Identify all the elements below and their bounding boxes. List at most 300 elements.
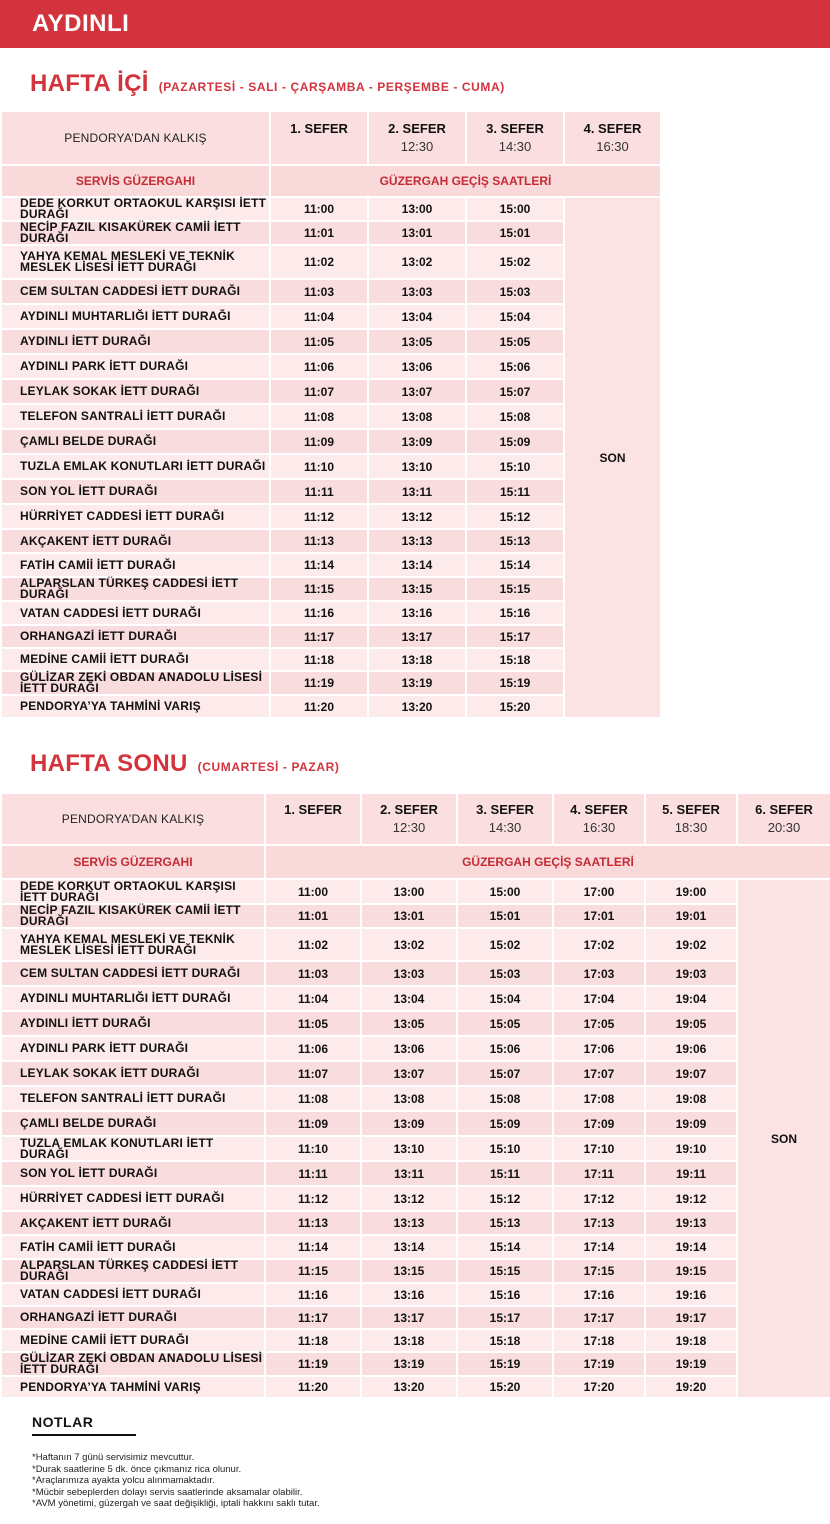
time-cell: 11:05: [271, 330, 367, 353]
time-cell: 11:15: [266, 1260, 360, 1282]
time-cell: 15:02: [467, 246, 563, 278]
time-cell: 19:00: [646, 880, 736, 903]
time-cell: 19:19: [646, 1353, 736, 1375]
time-cell: 13:04: [369, 305, 465, 328]
trip-header-3: [458, 794, 552, 844]
times-label: GÜZERGAH GEÇİŞ SAATLERİ: [266, 846, 830, 878]
weekend-section-title: [30, 750, 340, 778]
time-cell: 15:08: [467, 405, 563, 428]
stop-name: YAHYA KEMAL MESLEKİ VE TEKNİK MESLEK LİSESİ İETT DURAĞI: [2, 246, 269, 278]
time-cell: 15:13: [467, 530, 563, 552]
time-cell: 11:14: [266, 1236, 360, 1258]
time-cell: 13:02: [362, 929, 456, 960]
trip-time: [271, 138, 367, 156]
weekend-schedule-table: [0, 792, 830, 1399]
time-cell: 11:13: [266, 1212, 360, 1234]
time-cell: 13:03: [362, 962, 456, 985]
time-cell: 15:01: [467, 222, 563, 244]
time-cell: 11:20: [271, 696, 367, 717]
stop-name: HÜRRİYET CADDESİ İETT DURAĞI: [2, 505, 269, 528]
time-cell: 19:06: [646, 1037, 736, 1060]
stop-name: AYDINLI PARK İETT DURAĞI: [2, 1037, 264, 1060]
notes-divider: [32, 1434, 136, 1436]
trip-header-5: [646, 794, 736, 844]
table-row: [2, 246, 660, 278]
table-row: [2, 530, 660, 552]
table-row: [2, 1260, 830, 1282]
time-cell: 19:18: [646, 1330, 736, 1351]
time-cell: 17:04: [554, 987, 644, 1010]
time-cell: 19:11: [646, 1162, 736, 1185]
stop-name: DEDE KORKUT ORTAOKUL KARŞISI İETT DURAĞI: [2, 198, 269, 220]
table-row: [2, 672, 660, 694]
stop-name: LEYLAK SOKAK İETT DURAĞI: [2, 1062, 264, 1085]
time-cell: 13:12: [369, 505, 465, 528]
time-cell: 17:08: [554, 1087, 644, 1110]
stop-name: ÇAMLI BELDE DURAĞI: [2, 1112, 264, 1135]
table-row: [2, 1112, 830, 1135]
time-cell: 13:14: [369, 554, 465, 576]
trip-header-row: [2, 794, 830, 844]
stop-name: CEM SULTAN CADDESİ İETT DURAĞI: [2, 962, 264, 985]
time-cell: 11:10: [271, 455, 367, 478]
time-cell: 17:12: [554, 1187, 644, 1210]
time-cell: 13:06: [369, 355, 465, 378]
trip-label: 4. SEFER: [570, 802, 628, 817]
stop-name: NECİP FAZIL KISAKÜREK CAMİİ İETT DURAĞI: [2, 222, 269, 244]
time-cell: 11:08: [271, 405, 367, 428]
time-cell: 13:08: [369, 405, 465, 428]
time-cell: 19:03: [646, 962, 736, 985]
stop-name: ALPARSLAN TÜRKEŞ CADDESİ İETT DURAĞI: [2, 1260, 264, 1282]
trip-time: 16:30: [596, 139, 629, 154]
time-cell: 11:08: [266, 1087, 360, 1110]
trip-label: 5. SEFER: [662, 802, 720, 817]
time-cell: 11:09: [271, 430, 367, 453]
stop-name: ORHANGAZİ İETT DURAĞI: [2, 626, 269, 647]
table-row: [2, 1037, 830, 1060]
time-cell: 17:05: [554, 1012, 644, 1035]
time-cell: 17:10: [554, 1137, 644, 1160]
time-cell: 11:18: [271, 649, 367, 670]
time-cell: 13:17: [362, 1307, 456, 1328]
time-cell: 11:01: [266, 905, 360, 927]
note-item: *Araçlarımıza ayakta yolcu alınmamaktadır.: [32, 1475, 215, 1486]
departure-label: PENDORYA’DAN KALKIŞ: [2, 112, 269, 164]
time-cell: 15:02: [458, 929, 552, 960]
time-cell: 19:16: [646, 1284, 736, 1305]
page-header: [0, 0, 830, 48]
time-cell: 13:15: [369, 578, 465, 600]
table-row: [2, 1236, 830, 1258]
time-cell: 13:18: [369, 649, 465, 670]
time-cell: 11:11: [266, 1162, 360, 1185]
time-cell: 15:00: [458, 880, 552, 903]
time-cell: 15:20: [458, 1377, 552, 1397]
stop-name: SON YOL İETT DURAĞI: [2, 480, 269, 503]
table-row: [2, 305, 660, 328]
time-cell: 13:08: [362, 1087, 456, 1110]
time-cell: 11:07: [271, 380, 367, 403]
time-cell: 15:20: [467, 696, 563, 717]
departure-label: PENDORYA’DAN KALKIŞ: [2, 794, 264, 844]
trip-label: 3. SEFER: [476, 802, 534, 817]
time-cell: 11:19: [266, 1353, 360, 1375]
time-cell: 11:00: [266, 880, 360, 903]
time-cell: 17:18: [554, 1330, 644, 1351]
time-cell: 19:07: [646, 1062, 736, 1085]
table-row: [2, 1330, 830, 1351]
table-row: [2, 222, 660, 244]
table-row: [2, 929, 830, 960]
stop-name: AYDINLI MUHTARLIĞI İETT DURAĞI: [2, 305, 269, 328]
table-row: [2, 1377, 830, 1397]
time-cell: 11:07: [266, 1062, 360, 1085]
weekday-schedule-table: [0, 110, 662, 719]
time-cell: 19:17: [646, 1307, 736, 1328]
table-row: [2, 1087, 830, 1110]
trip-header-2: [362, 794, 456, 844]
trip-time: 12:30: [400, 139, 434, 154]
time-cell: 13:13: [362, 1212, 456, 1234]
time-cell: 15:18: [458, 1330, 552, 1351]
table-row: [2, 1137, 830, 1160]
time-cell: 11:01: [271, 222, 367, 244]
time-cell: 13:20: [369, 696, 465, 717]
table-row: [2, 649, 660, 670]
trip-time: 20:30: [767, 820, 801, 835]
time-cell: 15:19: [458, 1353, 552, 1375]
trip-label: 4. SEFER: [583, 121, 642, 136]
table-row: [2, 1212, 830, 1234]
last-trip-son-cell: SON: [738, 880, 830, 1397]
time-cell: 19:08: [646, 1087, 736, 1110]
time-cell: 15:04: [458, 987, 552, 1010]
sub-header-row: [2, 166, 660, 196]
time-cell: 15:05: [467, 330, 563, 353]
notes-section: [32, 1414, 320, 1510]
trip-header-row: [2, 112, 660, 164]
page-title: AYDINLI: [32, 10, 130, 37]
time-cell: 19:04: [646, 987, 736, 1010]
time-cell: 13:12: [362, 1187, 456, 1210]
table-row: [2, 1307, 830, 1328]
note-item: *AVM yönetimi, güzergah ve saat değişikliği, iptali hakkını saklı tutar.: [32, 1498, 320, 1509]
stop-name: AKÇAKENT İETT DURAĞI: [2, 530, 269, 552]
time-cell: 13:16: [362, 1284, 456, 1305]
table-row: [2, 355, 660, 378]
table-row: [2, 880, 830, 903]
time-cell: 11:02: [271, 246, 367, 278]
time-cell: 13:18: [362, 1330, 456, 1351]
stop-name: DEDE KORKUT ORTAOKUL KARŞISI İETT DURAĞI: [2, 880, 264, 903]
time-cell: 13:15: [362, 1260, 456, 1282]
time-cell: 13:03: [369, 280, 465, 303]
table-row: [2, 578, 660, 600]
stop-name: AYDINLI İETT DURAĞI: [2, 330, 269, 353]
time-cell: 17:06: [554, 1037, 644, 1060]
time-cell: 17:13: [554, 1212, 644, 1234]
time-cell: 11:19: [271, 672, 367, 694]
trip-time: 14:30: [498, 139, 532, 154]
table-row: [2, 602, 660, 624]
trip-header-6: [738, 794, 830, 844]
table-row: [2, 696, 660, 717]
time-cell: 13:04: [362, 987, 456, 1010]
time-cell: 15:06: [467, 355, 563, 378]
time-cell: 15:11: [458, 1162, 552, 1185]
time-cell: 15:01: [458, 905, 552, 927]
stop-name: TUZLA EMLAK KONUTLARI İETT DURAĞI: [2, 455, 269, 478]
time-cell: 19:05: [646, 1012, 736, 1035]
time-cell: 13:02: [369, 246, 465, 278]
stop-name: MEDİNE CAMİİ İETT DURAĞI: [2, 649, 269, 670]
time-cell: 15:09: [467, 430, 563, 453]
time-cell: 17:02: [554, 929, 644, 960]
time-cell: 11:00: [271, 198, 367, 220]
trip-header-4: [565, 112, 660, 164]
time-cell: 15:03: [467, 280, 563, 303]
time-cell: 13:10: [369, 455, 465, 478]
time-cell: 11:15: [271, 578, 367, 600]
table-row: [2, 962, 830, 985]
time-cell: 13:05: [369, 330, 465, 353]
table-row: [2, 905, 830, 927]
stop-name: LEYLAK SOKAK İETT DURAĞI: [2, 380, 269, 403]
time-cell: 15:00: [467, 198, 563, 220]
stop-name: AYDINLI PARK İETT DURAĞI: [2, 355, 269, 378]
note-item: *Mücbir sebeplerden dolayı servis saatlerinde aksamalar olabilir.: [32, 1486, 303, 1498]
time-cell: 11:05: [266, 1012, 360, 1035]
time-cell: 15:12: [467, 505, 563, 528]
table-row: [2, 280, 660, 303]
notes-title: NOTLAR: [32, 1414, 94, 1430]
time-cell: 19:14: [646, 1236, 736, 1258]
weekday-days: (PAZARTESİ - SALI - ÇARŞAMBA - PERŞEMBE - CUMA): [158, 80, 505, 94]
time-cell: 15:17: [458, 1307, 552, 1328]
time-cell: 13:11: [369, 480, 465, 503]
time-cell: 13:11: [362, 1162, 456, 1185]
time-cell: 11:09: [266, 1112, 360, 1135]
time-cell: 13:16: [369, 602, 465, 624]
time-cell: 13:17: [369, 626, 465, 647]
weekday-section-title: [30, 70, 505, 98]
weekday-title: HAFTA İÇİ: [30, 70, 149, 97]
stop-name: SON YOL İETT DURAĞI: [2, 1162, 264, 1185]
time-cell: 15:17: [467, 626, 563, 647]
table-row: [2, 1187, 830, 1210]
time-cell: 13:14: [362, 1236, 456, 1258]
trip-label: 1. SEFER: [284, 802, 342, 817]
stop-name: AKÇAKENT İETT DURAĞI: [2, 1212, 264, 1234]
time-cell: 19:02: [646, 929, 736, 960]
time-cell: 17:15: [554, 1260, 644, 1282]
time-cell: 11:06: [271, 355, 367, 378]
time-cell: 15:06: [458, 1037, 552, 1060]
time-cell: 11:17: [266, 1307, 360, 1328]
stop-name: CEM SULTAN CADDESİ İETT DURAĞI: [2, 280, 269, 303]
weekend-days: (CUMARTESİ - PAZAR): [197, 760, 340, 774]
time-cell: 17:17: [554, 1307, 644, 1328]
stop-name: ORHANGAZİ İETT DURAĞI: [2, 1307, 264, 1328]
trip-header-2: [369, 112, 465, 164]
time-cell: 13:07: [362, 1062, 456, 1085]
table-row: [2, 430, 660, 453]
time-cell: 17:11: [554, 1162, 644, 1185]
trip-header-4: [554, 794, 644, 844]
time-cell: 17:01: [554, 905, 644, 927]
time-cell: 13:19: [362, 1353, 456, 1375]
time-cell: 13:07: [369, 380, 465, 403]
time-cell: 11:20: [266, 1377, 360, 1397]
trip-label: 6. SEFER: [755, 802, 813, 817]
time-cell: 13:20: [362, 1377, 456, 1397]
stop-name: TELEFON SANTRALİ İETT DURAĞI: [2, 1087, 264, 1110]
time-cell: 13:10: [362, 1137, 456, 1160]
stop-name: HÜRRİYET CADDESİ İETT DURAĞI: [2, 1187, 264, 1210]
table-row: [2, 380, 660, 403]
trip-header-1: [266, 794, 360, 844]
time-cell: 15:04: [467, 305, 563, 328]
notes-list: [32, 1452, 320, 1510]
weekend-title: HAFTA SONU: [30, 750, 188, 777]
stop-name: ALPARSLAN TÜRKEŞ CADDESİ İETT DURAĞI: [2, 578, 269, 600]
time-cell: 15:09: [458, 1112, 552, 1135]
time-cell: 15:07: [467, 380, 563, 403]
time-cell: 19:12: [646, 1187, 736, 1210]
time-cell: 11:13: [271, 530, 367, 552]
time-cell: 15:10: [467, 455, 563, 478]
time-cell: 11:04: [266, 987, 360, 1010]
trip-label: 3. SEFER: [486, 121, 544, 136]
time-cell: 15:07: [458, 1062, 552, 1085]
note-item: *Durak saatlerine 5 dk. önce çıkmanız rica olunur.: [32, 1463, 242, 1475]
table-row: [2, 480, 660, 503]
time-cell: 11:16: [266, 1284, 360, 1305]
table-row: [2, 505, 660, 528]
time-cell: 17:16: [554, 1284, 644, 1305]
time-cell: 11:04: [271, 305, 367, 328]
table-row: [2, 1062, 830, 1085]
time-cell: 13:06: [362, 1037, 456, 1060]
table-row: [2, 1012, 830, 1035]
time-cell: 11:14: [271, 554, 367, 576]
stop-name: AYDINLI İETT DURAĞI: [2, 1012, 264, 1035]
stop-name: NECİP FAZIL KISAKÜREK CAMİİ İETT DURAĞI: [2, 905, 264, 927]
time-cell: 19:09: [646, 1112, 736, 1135]
time-cell: 15:11: [467, 480, 563, 503]
time-cell: 11:03: [271, 280, 367, 303]
last-trip-son-cell: SON: [565, 198, 660, 717]
time-cell: 11:12: [271, 505, 367, 528]
time-cell: 17:00: [554, 880, 644, 903]
time-cell: 15:12: [458, 1187, 552, 1210]
time-cell: 15:18: [467, 649, 563, 670]
stop-name: ÇAMLI BELDE DURAĞI: [2, 430, 269, 453]
time-cell: 15:10: [458, 1137, 552, 1160]
stop-name: VATAN CADDESİ İETT DURAĞI: [2, 1284, 264, 1305]
time-cell: 15:08: [458, 1087, 552, 1110]
time-cell: 19:13: [646, 1212, 736, 1234]
table-row: [2, 987, 830, 1010]
table-row: [2, 455, 660, 478]
stop-name: PENDORYA’YA TAHMİNİ VARIŞ: [2, 1377, 264, 1397]
times-label: GÜZERGAH GEÇİŞ SAATLERİ: [271, 166, 660, 196]
time-cell: 15:19: [467, 672, 563, 694]
time-cell: 11:10: [266, 1137, 360, 1160]
table-row: [2, 626, 660, 647]
trip-time: 16:30: [582, 820, 616, 835]
time-cell: 19:15: [646, 1260, 736, 1282]
stop-name: GÜLİZAR ZEKİ OBDAN ANADOLU LİSESİ İETT DURAĞI: [2, 672, 269, 694]
stop-name: MEDİNE CAMİİ İETT DURAĞI: [2, 1330, 264, 1351]
time-cell: 13:00: [362, 880, 456, 903]
trip-time: 14:30: [488, 820, 522, 835]
time-cell: 19:01: [646, 905, 736, 927]
time-cell: 11:16: [271, 602, 367, 624]
time-cell: 17:07: [554, 1062, 644, 1085]
time-cell: 15:13: [458, 1212, 552, 1234]
trip-header-3: [467, 112, 563, 164]
table-row: [2, 405, 660, 428]
trip-time: 18:30: [674, 820, 708, 835]
time-cell: 13:19: [369, 672, 465, 694]
table-row: [2, 1284, 830, 1305]
trip-time: 12:30: [392, 820, 426, 835]
time-cell: 19:10: [646, 1137, 736, 1160]
time-cell: 13:01: [369, 222, 465, 244]
time-cell: 17:19: [554, 1353, 644, 1375]
time-cell: 11:02: [266, 929, 360, 960]
time-cell: 11:17: [271, 626, 367, 647]
table-row: [2, 1353, 830, 1375]
time-cell: 15:15: [458, 1260, 552, 1282]
time-cell: 15:16: [467, 602, 563, 624]
trip-time: [266, 819, 360, 837]
table-row: [2, 198, 660, 220]
stop-name: GÜLİZAR ZEKİ OBDAN ANADOLU LİSESİ İETT DURAĞI: [2, 1353, 264, 1375]
time-cell: 13:09: [369, 430, 465, 453]
trip-label: 2. SEFER: [388, 121, 446, 136]
trip-label: 1. SEFER: [290, 121, 348, 136]
time-cell: 17:14: [554, 1236, 644, 1258]
time-cell: 17:20: [554, 1377, 644, 1397]
time-cell: 13:00: [369, 198, 465, 220]
time-cell: 15:03: [458, 962, 552, 985]
time-cell: 15:05: [458, 1012, 552, 1035]
time-cell: 11:12: [266, 1187, 360, 1210]
time-cell: 13:09: [362, 1112, 456, 1135]
stop-name: PENDORYA’YA TAHMİNİ VARIŞ: [2, 696, 269, 717]
note-item: *Haftanın 7 günü servisimiz mevcuttur.: [32, 1452, 195, 1463]
table-row: [2, 330, 660, 353]
route-label: SERVİS GÜZERGAHI: [2, 846, 264, 878]
time-cell: 15:14: [467, 554, 563, 576]
time-cell: 15:14: [458, 1236, 552, 1258]
trip-header-1: [271, 112, 367, 164]
time-cell: 13:13: [369, 530, 465, 552]
time-cell: 11:03: [266, 962, 360, 985]
route-label: SERVİS GÜZERGAHI: [2, 166, 269, 196]
sub-header-row: [2, 846, 830, 878]
time-cell: 19:20: [646, 1377, 736, 1397]
time-cell: 17:03: [554, 962, 644, 985]
time-cell: 15:15: [467, 578, 563, 600]
stop-name: FATİH CAMİİ İETT DURAĞI: [2, 1236, 264, 1258]
time-cell: 11:18: [266, 1330, 360, 1351]
stop-name: AYDINLI MUHTARLIĞI İETT DURAĞI: [2, 987, 264, 1010]
time-cell: 15:16: [458, 1284, 552, 1305]
